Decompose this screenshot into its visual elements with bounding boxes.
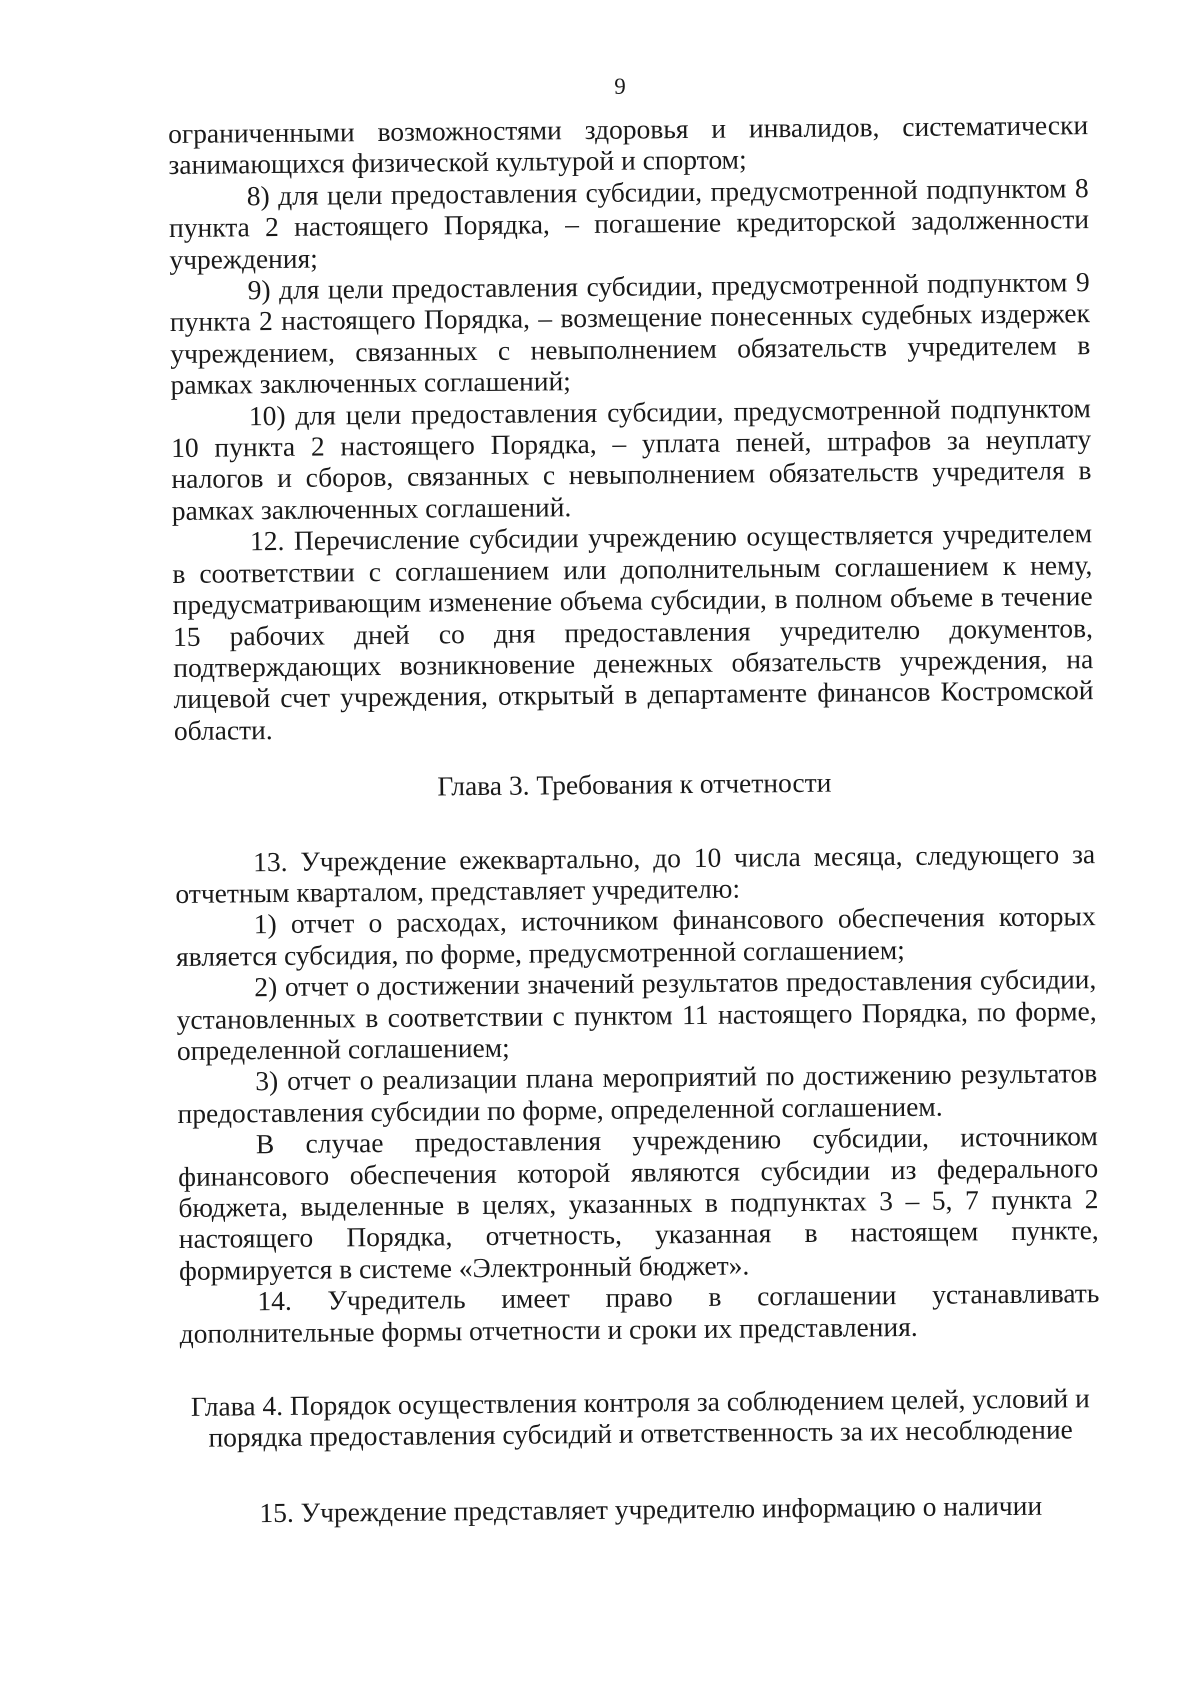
paragraph: 15. Учреждение представляет учредителю информацию о наличии <box>259 1489 1043 1529</box>
paragraph: 10) для цели предоставления субсидии, предусмотренной подпунктом 10 пункта 2 настоящего Порядка, – уплата пеней, штрафов за неуплату налогов и сборов, связанных с невыполнением обязательств учредителя в рамках заключенных соглашений. <box>171 391 1092 526</box>
paragraph: 12. Перечисление субсидии учреждению осуществляется учредителем в соответствии с соглашением или дополнительным соглашением к нему, предусматривающим изменение объема субсидии, в полном объеме в течение 15 рабочих дней со дня предоставления учредителю документов, подтверждающих возникновение денежных обязательств учреждения, на лицевой счет учреждения, открытый в департаменте финансов Костромской области. <box>172 517 1094 746</box>
page-number: 9 <box>614 74 626 99</box>
paragraph: 1) отчет о расходах, источником финансового обеспечения которых является субсидия, по форме, предусмотренной соглашением; <box>175 900 1096 972</box>
paragraph: ограниченными возможностями здоровья и инвалидов, систематически занимающихся физической культурой и спортом; <box>168 109 1089 181</box>
section-chapter-3 <box>175 838 1100 1349</box>
paragraph: В случае предоставления учреждению субсидии, источником финансового обеспечения которой являются субсидии из федерального бюджета, выделенные в целях, указанных в подпунктах 3 – 5, 7 пункта 2 настоящего Порядка, отчетность, указанная в настоящем пункте, формируется в системе «Электронный бюджет». <box>178 1120 1099 1286</box>
section-chapter-4 <box>181 1489 1101 1529</box>
paragraph: 3) отчет о реализации плана мероприятий по достижению результатов предоставления субсидии по форме, определенной соглашением. <box>177 1057 1098 1129</box>
document-body <box>168 109 1102 1529</box>
paragraph: 13. Учреждение ежеквартально, до 10 числа месяца, следующего за отчетным кварталом, представляет учредителю: <box>175 837 1096 909</box>
paragraph: 8) для цели предоставления субсидии, предусмотренной подпунктом 8 пункта 2 настоящего Порядка, – погашение кредиторской задолженности учреждения; <box>168 171 1090 275</box>
paragraph: 14. Учредитель имеет право в соглашении устанавливать дополнительные формы отчетности и сроки их представления. <box>179 1277 1100 1349</box>
chapter-3-heading: Глава 3. Требования к отчетности <box>437 766 832 802</box>
paragraph: 9) для цели предоставления субсидии, предусмотренной подпунктом 9 пункта 2 настоящего Порядка, – возмещение понесенных судебных издержек учреждением, связанных с невыполнением обязательств учредителем в рамках заключенных соглашений; <box>169 266 1091 401</box>
paragraph: 2) отчет о достижении значений результатов предоставления субсидии, установленных в соответствии с пунктом 11 настоящего Порядка, по форме, определенной соглашением; <box>176 963 1097 1066</box>
section-top <box>168 109 1094 746</box>
chapter-4-heading: Глава 4. Порядок осуществления контроля за соблюдением целей, условий и порядка предоставления субсидий и ответственность за их несоблюдение <box>190 1382 1090 1454</box>
